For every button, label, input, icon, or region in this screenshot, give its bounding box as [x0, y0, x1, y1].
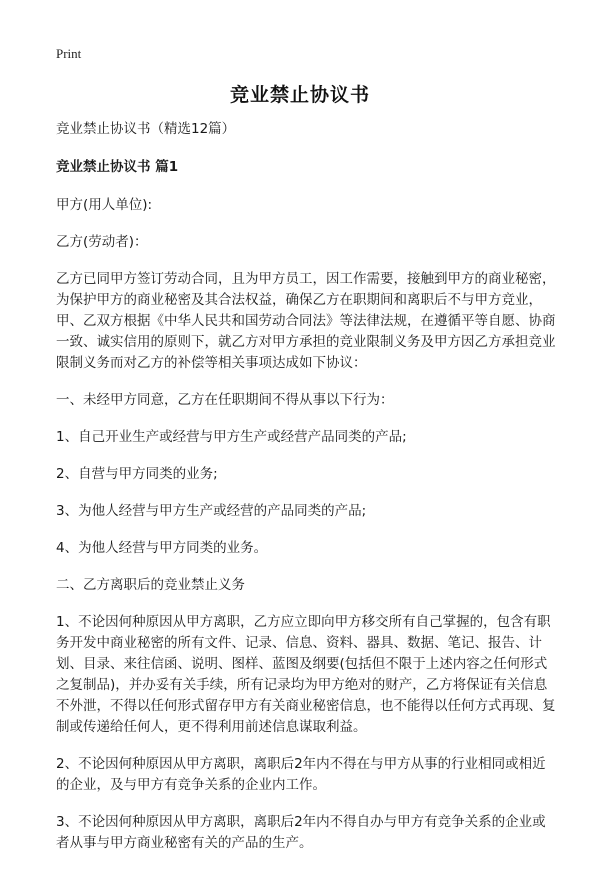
document-subtitle: 竞业禁止协议书（精选12篇）: [56, 121, 236, 137]
party-a-line: 甲方(用人单位):: [56, 197, 153, 213]
intro-paragraph: 乙方已同甲方签订劳动合同，且为甲方员工，因工作需要，接触到甲方的商业秘密，为保护甲方的商业秘密及其合法权益，确保乙方在职期间和离职后不与甲方竞业，甲、乙双方根据《中华人民共和国劳动合同法》等法律法规，在遵循平等自愿、协商一致、诚实信用的原则下，就乙方对甲方承担的竞业限制义务及甲方因乙方承担竞业限制义务而对乙方的补偿等相关事项达成如下协议：: [56, 271, 556, 371]
clause-2-heading: 二、乙方离职后的竞业禁止义务: [56, 577, 245, 593]
clause-1-item: 4、为他人经营与甲方同类的业务。: [56, 540, 268, 556]
document-title: 竞业禁止协议书: [229, 84, 370, 106]
print-link[interactable]: Print: [56, 46, 82, 61]
clause-1-item: 2、自营与甲方同类的业务;: [56, 466, 218, 482]
clause-1-heading: 一、未经甲方同意，乙方在任职期间不得从事以下行为：: [56, 392, 394, 408]
clause-1-item: 3、为他人经营与甲方生产或经营的产品同类的产品;: [56, 503, 367, 519]
clause-1-item: 1、自己开业生产或经营与甲方生产或经营产品同类的产品;: [56, 429, 407, 445]
clause-2-item: 2、不论因何种原因从甲方离职，离职后2年内不得在与甲方从事的行业相同或相近的企业，及与甲方有竞争关系的企业内工作。: [56, 756, 546, 793]
clause-2-item: 1、不论因何种原因从甲方离职，乙方应立即向甲方移交所有自己掌握的，包含有职务开发中商业秘密的所有文件、记录、信息、资料、器具、数据、笔记、报告、计划、目录、来往信函、说明、图样、蓝图及纲要(包括但不限于上述内容之任何形式之复制品)，并办妥有关手续，所有记录均为甲方绝对的财产，乙方将保证有关信息不外泄，不得以任何形式留存甲方有关商业秘密信息，也不能得以任何方式再现、复制或传递给任何人，更不得利用前述信息谋取利益。: [56, 614, 556, 735]
party-b-line: 乙方(劳动者)：: [56, 234, 148, 250]
document-body: [56, 119, 556, 870]
section-heading: 竞业禁止协议书 篇1: [56, 159, 179, 175]
clause-2-item: 3、不论因何种原因从甲方离职，离职后2年内不得自办与甲方有竞争关系的企业或者从事与甲方商业秘密有关的产品的生产。: [56, 814, 546, 851]
